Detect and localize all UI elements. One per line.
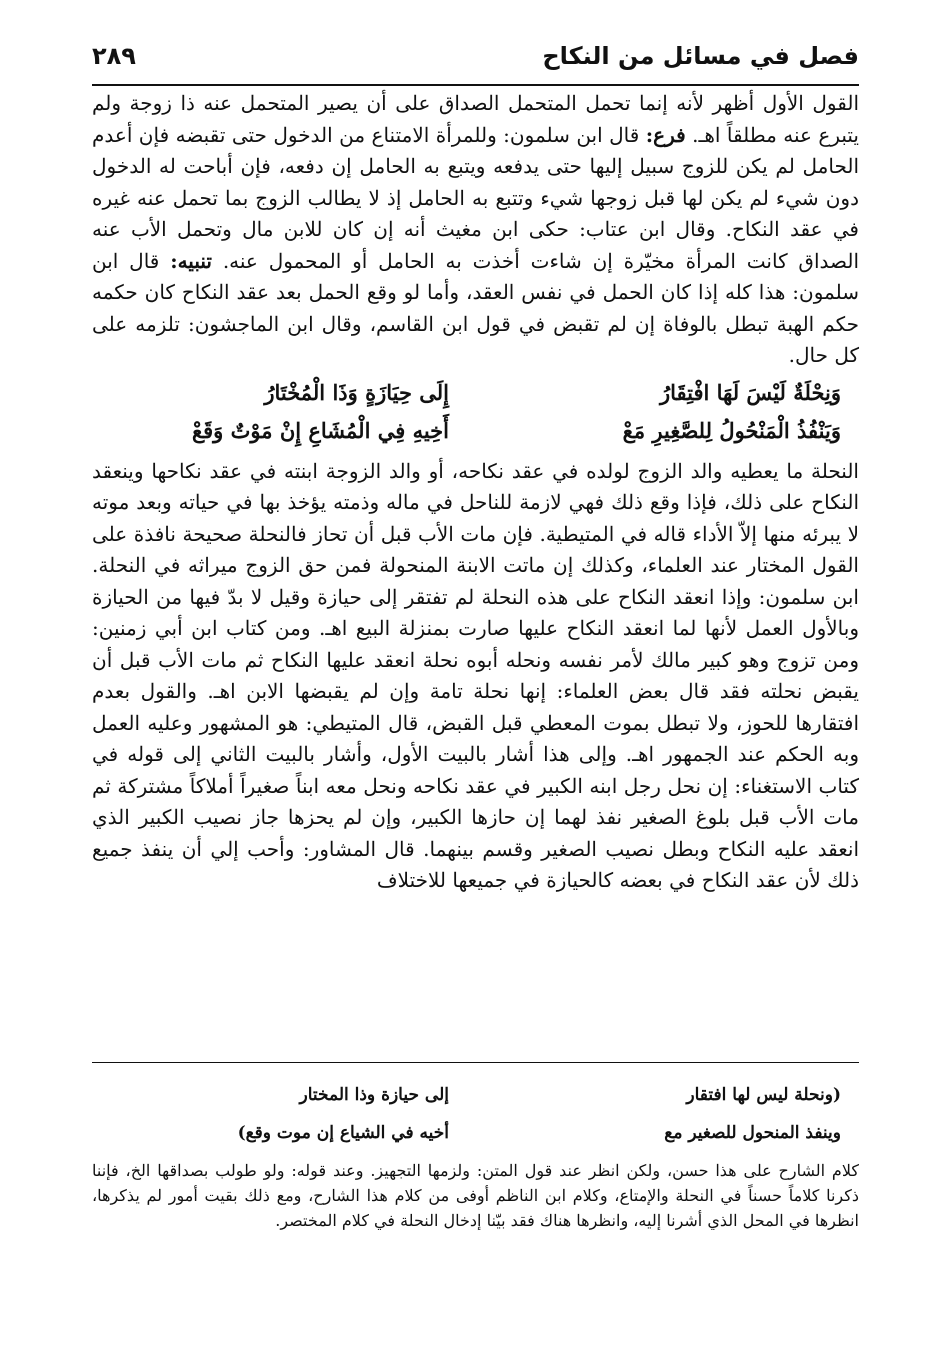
paragraph-1-text-a: القول الأول أظهر لأنه إنما تحمل المتحمل الصداق على أن يصير المتحمل عنه ذا زوجة ولم يتبرع عنه مطلقاً اهـ. bbox=[92, 91, 860, 147]
poem-verses bbox=[92, 374, 859, 450]
footnote-verse-second-hemistich: إلى حيازة وذا المختار bbox=[299, 1085, 449, 1105]
main-text bbox=[92, 88, 859, 897]
paragraph-1 bbox=[92, 88, 859, 372]
chapter-title: فصل في مسائل من النكاح bbox=[542, 42, 859, 70]
verse-second-hemistich: إِلَى حِيَازَةٍ وَذَا الْمُخْتَارُ bbox=[264, 379, 449, 405]
footnote-verse-second-hemistich: أخيه في الشياع إن موت وقع) bbox=[237, 1123, 449, 1143]
footnote-text: كلام الشارح على هذا حسن، ولكن انظر عند قول المتن: ولزمها التجهيز. وعند قوله: ولو طولب بصداقها الخ، فإننا ذكرنا كلاماً حسناً في النحلة والإمتاع، وكلام ابن الناظم أوفى من كلام هذا الشارح، ومع ذلك بقيت أمور لم يذكرها، انظرها في المحل الذي أشرنا إليه، وانظرها هناك فقد بيّنا إدخال النحلة في كلام المختصر. bbox=[92, 1161, 859, 1230]
footnote bbox=[92, 1076, 859, 1233]
paragraph-1-text-c: قال ابن سلمون: هذا كله إذا كان الحمل في نفس العقد، وأما لو وقع الحمل بعد عقد النكاح كان حكمه حكم الهبة تبطل بالوفاة إن لم تقبض في قول ابن القاسم، وقال ابن الماجشون: تلزمه على كل حال. bbox=[92, 248, 860, 367]
footnote-verse-first-hemistich: (ونحلة ليس لها افتقار bbox=[686, 1085, 841, 1105]
verse-first-hemistich: وَيَنْفُذُ الْمَنْحُولُ لِلصَّغِيرِ مَعْ bbox=[622, 417, 841, 443]
verse-line bbox=[92, 374, 859, 412]
footnote-verse-line bbox=[92, 1076, 859, 1114]
tanbih-label: تنبيه: bbox=[170, 248, 212, 273]
verse-second-hemistich: أَخِيهِ فِي الْمُشَاعِ إِنْ مَوْتٌ وَقَعْ bbox=[191, 417, 449, 443]
footnote-divider bbox=[92, 1062, 859, 1063]
paragraph-1-text-b: قال ابن سلمون: وللمرأة الامتناع من الدخول حتى تقبضه فإن أعدم الحامل لم يكن للزوج سبيل إليها حتى يدفعه ويتبع به الحامل إن دفعه، فإن أباحت له الدخول دون شيء لم يكن لها قبل زوجها شيء وتتبع به الحامل إذ لا يطالب الزوج بما تحمل عنه غيره في عقد النكاح. وقال ابن عتاب: حكى ابن مغيث أنه إن كان للابن مال وتحمل الأب عنه الصداق كانت المرأة مخيّرة إن شاءت أخذت به الحامل أو المحمول عنه. bbox=[92, 122, 859, 273]
footnote-verse-first-hemistich: وينفذ المنحول للصغير مع bbox=[664, 1123, 841, 1143]
running-header bbox=[92, 38, 859, 86]
verse-first-hemistich: وَنِحْلَةٌ لَيْسَ لَهَا افْتِقَارُ bbox=[659, 379, 841, 405]
book-page bbox=[92, 38, 859, 1328]
page-number: ٢٨٩ bbox=[92, 42, 136, 70]
far-label: فرع: bbox=[645, 122, 686, 147]
paragraph-2: النحلة ما يعطيه والد الزوج لولده في عقد نكاحه، أو والد الزوجة ابنته في عقد نكاحها وينعقد النكاح على ذلك، فإذا وقع ذلك فهي لازمة للناحل في ماله وذمته يؤخذ بها في حياته وبعد موته لا يبرئه منها إلاّ الأداء قاله في المتيطية. فإن مات الأب قبل أن تحاز فالنحلة صحيحة نافذة على القول المختار عند العلماء، وكذلك إن ماتت الابنة المنحولة فمن حق الزوج ميراثه في النحلة. ابن سلمون: وإذا انعقد النكاح على هذه النحلة لم تفتقر إلى حيازة وقيل لا بدّ فيها من الحيازة وبالأول العمل لأنها لما انعقد النكاح عليها صارت بمنزلة البيع اهـ. ومن كتاب ابن أبي زمنين: ومن تزوج وهو كبير مالك لأمر نفسه ونحله أبوه نحلة انعقد عليها النكاح ثم مات الأب قبل أن يقبض نحلته فقد قال بعض العلماء: إنها نحلة تامة وإن لم يقبضها الابن اهـ. والقول بعدم افتقارها للحوز، ولا تبطل بموت المعطي قبل القبض، قال المتيطي: هو المشهور وعليه العمل وبه الحكم عند الجمهور اهـ. وإلى هذا أشار بالبيت الأول، وأشار بالبيت الثاني إلى قوله في كتاب الاستغناء: إن نحل رجل ابنه الكبير في عقد نكاحه ونحل معه ابناً صغيراً أملاكاً مشتركة ثم مات الأب قبل بلوغ الصغير نفذ لهما إن حازها الكبير، وإن لم يحزها جاز نصيب الكبير الذي انعقد عليه النكاح وبطل نصيب الصغير وقسم بينهما. قال المشاور: وأحب إلي أن ينفذ جميع ذلك لأن عقد النكاح في بعضه كالحيازة في جميعها للاختلاف bbox=[92, 458, 859, 892]
footnote-verse-line bbox=[92, 1114, 859, 1152]
verse-line bbox=[92, 412, 859, 450]
